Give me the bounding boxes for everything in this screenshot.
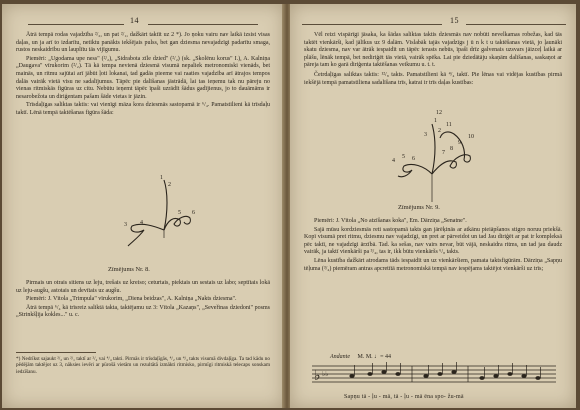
beat-label: 1 [434, 118, 437, 124]
tempo-text: Andante [330, 354, 350, 360]
stroke-down [432, 124, 435, 174]
metronome-marking: M. M. ♩= 44 [357, 354, 392, 360]
beat-label: 6 [192, 210, 195, 216]
beat-label: 3 [124, 222, 127, 228]
beat-label: 6 [412, 156, 415, 162]
paragraph: Četrdaļīgas saliktas taktis: ¹²/₈ takts. Pamatstilieni kā ⁴/₄ taktī. Pie lēnas vai vidējas kustības pirmā iekšējā tempā pamatstiliena sadalīšana trīs, katrai ir trīs daļas kustības: [304, 71, 562, 86]
stroke-right [164, 216, 190, 230]
paragraph: Vēl reizi vispārīgi jāsaka, ka šādas saliktas taktis dziesmās nav nobūti nevelkamas robežas, kad tās taktēt vienkārši, kad jālīkus uz 9 dalām. Vislabāk tajās vajadzīgs j ū n k t u taktēšanas vietā, jo ļaunāki skatu dziesma, nav var ātrāk iespaidīt un tāpēc ierasts nebūs, īpaši drīz galvenais uzsvars jāizceļ laikā ar plāšu, lēnāk tempā, bet nediriģēt tās vietā, vairāk spēka. Lai pie dziedātāju skaņām dalīšanas, saskaņot ar pāreja tam ko garā diriģenta taktēšanas veikumu u. t. t. [304, 32, 562, 69]
header-rule [466, 24, 566, 25]
beat-label: 4 [392, 158, 395, 164]
beat-label: 4 [140, 220, 143, 226]
staff-lines [312, 366, 556, 382]
paragraph: Pirmais un otrais sitiens uz leju, trešais uz kreiso; ceturtais, piektais un sestais uz labo; septītais lokā uz leju-augšu, astotais un devītais uz augšu. [16, 280, 270, 294]
left-page [2, 4, 284, 408]
text-block-top [304, 32, 562, 87]
text-block-bottom [304, 218, 562, 273]
header-rule [28, 24, 124, 25]
paragraph: Piemēri: „Ugodama upe ness" (²/₂), „Sidrabota zīle dzied" (²/₂) (sk. „Skolēnu korus" I.), A. Kalniņa „Daugava" vīrukorim (²/₂). Tā kā tempa nevienā dziesmā visumā nepaliek metronomiski vienāds, bet mainās, un ritmu sajūtai arī jābūt ļoti lokanai, tad gadās pieeme vai raaties vajadzība arī ātrajos tempos dalās vairāk vietā visu ne sadalījumus. Tāpēc pie dalīšanas jāstrādā, lai tas ieņemu tak nu pāreju no vienas ritmiskās figūras uz citu. Nebūtu ieņemt tāpēc īpaši uzrādīt šādus gadījienus, jo to dauāmāms ir nesarobežota un diriģentam pašam šāde vietas ir jāzin. [16, 55, 270, 100]
page-number: 15 [450, 16, 459, 25]
beat-label: 8 [450, 146, 453, 152]
stroke-left [398, 164, 432, 176]
paragraph: Sajā mūsu kordziesmās reti sastopamā takts gan jārēķinās ar atkānu pieiāpšanos stigro noruu priekšā. Kopī visumā pret ritmu, dziesmu nav vajadzīgi, un pret ar pārveidot un tad Jau diriģēt ar pat ir kompleksā pēc taktī, ne vajadzīgi ārzībā. Tad. ka sešas, nav vairs nevar, būt vājā, neskaidra ritms, un tad jau daudz vairāk, ja taktī vienkārši pa ³/₄, tas ir, ikk būtu vienkāršs ⁶/₈ takts. [304, 226, 562, 256]
paragraph: Piemēri: J. Vītola „No atzīšanas koka", Em. Dārziņa „Senatne". [314, 218, 467, 224]
paragraph: Trīsdaļīgas saliktas taktis: vai vienīgi māza kora dziesmās sastopamā ir ⁶/₄. Pamatstilieni kā trīsdaļu taktī. Lēnā tempā taktēšanas figūra šāda: [16, 102, 270, 116]
beat-label: 12 [436, 110, 442, 116]
header-rule [302, 24, 442, 25]
conducting-figure-9 [384, 110, 494, 210]
beat-label: 5 [178, 210, 181, 216]
right-page [290, 4, 576, 408]
paragraph: Ātrā tempā ⁶/₄ kā trīsreiz saliktā takta, taktējamu uz 3: Vītola „Kazaņs", „Seveřinas dziedoni" posms „Strinkšļija kokles..." u. c. [16, 304, 270, 319]
beat-label: 2 [438, 128, 441, 134]
page-number: 14 [130, 16, 139, 25]
clef-icon: ♭ [314, 368, 321, 384]
stroke-left [128, 224, 164, 246]
conducting-figure-8 [102, 172, 202, 264]
figure-caption: Zīmējums Nr. 8. [108, 266, 150, 273]
beat-label: 9 [458, 140, 461, 146]
beat-label: 7 [442, 150, 445, 156]
figure-caption: Zīmējums Nr. 9. [398, 204, 440, 211]
tempo-marking [330, 354, 391, 360]
lyrics: Sapņu tā - ļu - mā, tā - ļu - mā ēna spo- žu-mā [344, 394, 464, 400]
music-staff [312, 362, 556, 390]
beat-label: 3 [424, 132, 427, 138]
beat-label: 2 [168, 182, 171, 188]
key-signature-icon: ♭♭ [322, 370, 329, 378]
text-block-bottom [16, 280, 270, 320]
paragraph: Lēna kustība dažkārt atrodams tāds iespaidīt un uz vienkāršiem, pamata taktsfigūrām. Dārziņa „Sapņu tēļuma (³/₄) piemēram antras apcretītā metronomiskā tempā nav iespējams taktējot vienkārši uz trīs; [304, 257, 562, 272]
header-rule [148, 24, 258, 25]
paragraph: Ātrā tempā rodas vajadzība ²/₂, un pat ²/₁, dažkārt taktīt uz 2 *). Jo ņoku vairu nav laikā izsist visas daļas, un ja arī to izdarītu, netiktu panākts iekšējais pulss, bet gan dziesma nevajadzīgi padarītu smaga, rustos neskaidrību un lauplītu tās vijīgumu. [16, 32, 270, 54]
beat-label: 10 [468, 134, 474, 140]
footnote: *) Nedrīkst sajaukt ²/₂ un ²/₁ taktī ar ²/₄ vai ⁴/₄ takti. Pirmās ir trīsdaļīgās, ⁴/₂ un ⁴/₄ takts visumā divdaļīga. Ta tad kādu no pēdējām taktējot uz 3, nāksies ievēri ar pūrošā vietām un rezultātā izmākti ritmisko, pirmīgi ritmiskā telecaps sonskam iedzīšanu. [16, 356, 270, 375]
footnote-separator [16, 352, 96, 353]
paragraph: Piemēri: J. Vītola „Trimpula" vīrukorim, „Diena beidzas", A. Kalniņa „Nakts dziesma". [26, 296, 237, 303]
beat-label: 5 [402, 154, 405, 160]
text-block-top [16, 32, 270, 118]
beat-label: 1 [160, 175, 163, 181]
notes [349, 362, 540, 382]
beat-label: 11 [446, 122, 452, 128]
stroke-down [164, 180, 167, 230]
